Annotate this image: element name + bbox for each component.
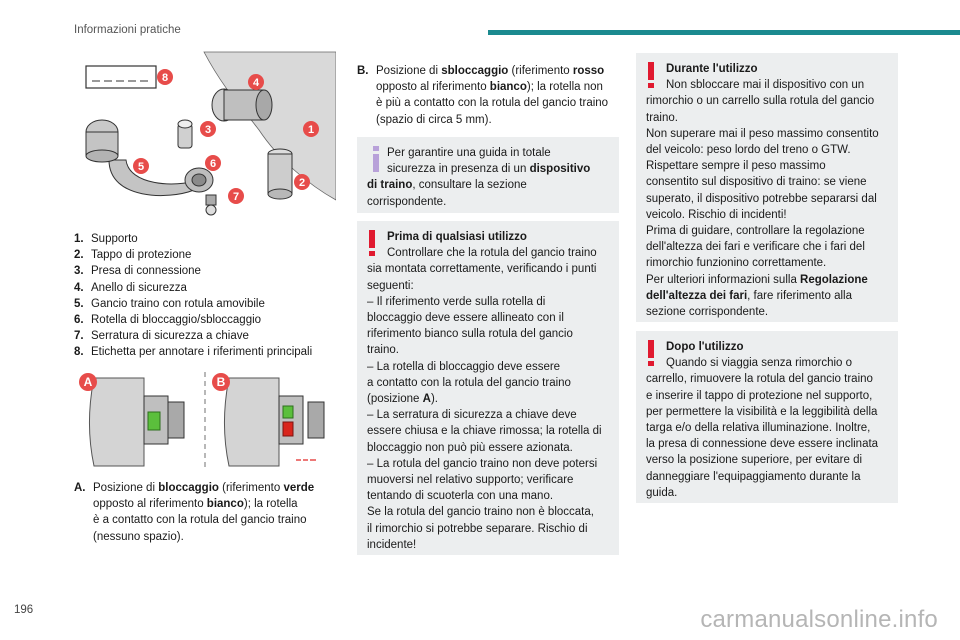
warning-icon [644, 62, 658, 88]
parts-legend [74, 231, 346, 361]
warning-box-after-use: Dopo l'utilizzo Quando si viaggia senza rimorchio o carrello, rimuovere la rotula del gancio traino e inserire il tappo di protezione nel supporto, per permettere la visibilità e la leggibilità della targa e/o della relativa illuminazione. Inoltre, la presa di connessione deve essere inclinata verso la posizione superiore, per evitare di danneggiare l'equipaggiamento durante la guida. [636, 331, 898, 503]
callout-6 [205, 155, 221, 171]
svg-text:2: 2 [298, 177, 306, 189]
svg-text:3: 3 [204, 124, 212, 136]
legend-item: 8. Etichetta per annotare i riferimenti principali [74, 346, 313, 359]
support-socket [212, 89, 272, 121]
callout-1 [303, 121, 319, 137]
svg-text:4: 4 [252, 77, 260, 89]
lock-positions-diagram [74, 368, 336, 470]
warning-box-before-use: Prima di qualsiasi utilizzo Controllare che la rotula del gancio traino sia montata correttamente, verificando i punti seguenti: – Il riferimento verde sulla rotella di bloccaggio deve essere allineato con il riferimento bianco sulla rotula del gancio traino. – La rotella di bloccaggio deve essere a contatto con la rotula del gancio traino (posizione A). – La serratura di sicurezza a chiave deve essere chiusa e la chiave rimossa; la rotella di bloccaggio non può più essere azionata. – La rotula del gancio traino non deve potersi muoversi nel relativo supporto; verificare tentando di scuoterla con una mano. Se la rotula del gancio traino non è bloccata, il rimorchio si potrebbe separare. Rischio di incidente! [357, 221, 619, 555]
callout-5 [133, 158, 149, 174]
legend-item: 1. Supporto [74, 233, 138, 245]
warning-title: Durante l'utilizzo [666, 63, 758, 75]
section-title: Informazioni pratiche [74, 24, 181, 36]
svg-text:A: A [83, 375, 93, 389]
svg-text:8: 8 [161, 72, 169, 84]
svg-text:7: 7 [232, 191, 240, 203]
svg-text:1: 1 [307, 124, 315, 136]
callout-b [212, 373, 230, 391]
legend-item: 2. Tappo di protezione [74, 249, 192, 262]
warning-title: Dopo l'utilizzo [666, 341, 744, 353]
legend-item: 4. Anello di sicurezza [74, 281, 187, 294]
legend-item: 6. Rotella di bloccaggio/sbloccaggio [74, 314, 262, 327]
callout-8 [157, 69, 173, 85]
legend-item: 3. Presa di connessione [74, 265, 201, 278]
page-number: 196 [14, 604, 34, 616]
info-icon [367, 146, 385, 172]
position-a-description: A. Posizione di bloccaggio (riferimento verde opposto al riferimento bianco); la rotella è a contatto con la rotula del gancio traino (nessuno spazio). [74, 482, 315, 543]
position-b-description: B. Posizione di sbloccaggio (riferimento rosso opposto al riferimento bianco); la rotella non è più a contatto con la rotula del gancio traino (spazio di circa 5 mm). [357, 65, 609, 126]
warning-icon [365, 230, 379, 256]
connector-socket [178, 120, 192, 148]
callout-4 [248, 74, 264, 90]
callout-3 [200, 121, 216, 137]
protective-cap [268, 149, 292, 199]
warning-title: Prima di qualsiasi utilizzo [387, 231, 527, 243]
header-accent-bar [488, 30, 960, 35]
label-plate [86, 66, 156, 88]
legend-item: 7. Serratura di sicurezza a chiave [74, 330, 249, 343]
tow-hitch-diagram [74, 50, 336, 220]
legend-item: 5. Gancio traino con rotula amovibile [74, 297, 265, 310]
locking-wheel [185, 168, 213, 192]
watermark: carmanualsonline.info [700, 606, 938, 633]
callout-2 [294, 174, 310, 190]
callout-a [79, 373, 97, 391]
key-lock [206, 195, 216, 215]
info-box: Per garantire una guida in totale sicurezza in presenza di un dispositivo di traino, consultare la sezione corrispondente. [357, 137, 619, 213]
warning-box-during-use: Durante l'utilizzo Non sbloccare mai il dispositivo con un rimorchio o un carrello sulla rotula del gancio traino. Non superare mai il peso massimo consentito del veicolo: peso lordo del treno o GTW. Rispettare sempre il peso massimo consentito sul dispositivo di traino: se viene superato, il dispositivo potrebbe separarsi dal veicolo. Rischio di incidenti! Prima di guidare, controllare la regolazione dell'altezza dei fari e verificare che i fari del rimorchio funzionino correttamente. Per ulteriori informazioni sulla Regolazione dell'altezza dei fari, fare riferimento alla sezione corrispondente. [636, 53, 898, 322]
svg-text:5: 5 [137, 161, 145, 173]
svg-text:6: 6 [209, 158, 217, 170]
callout-7 [228, 188, 244, 204]
svg-text:B: B [216, 375, 226, 389]
warning-icon [644, 340, 658, 366]
